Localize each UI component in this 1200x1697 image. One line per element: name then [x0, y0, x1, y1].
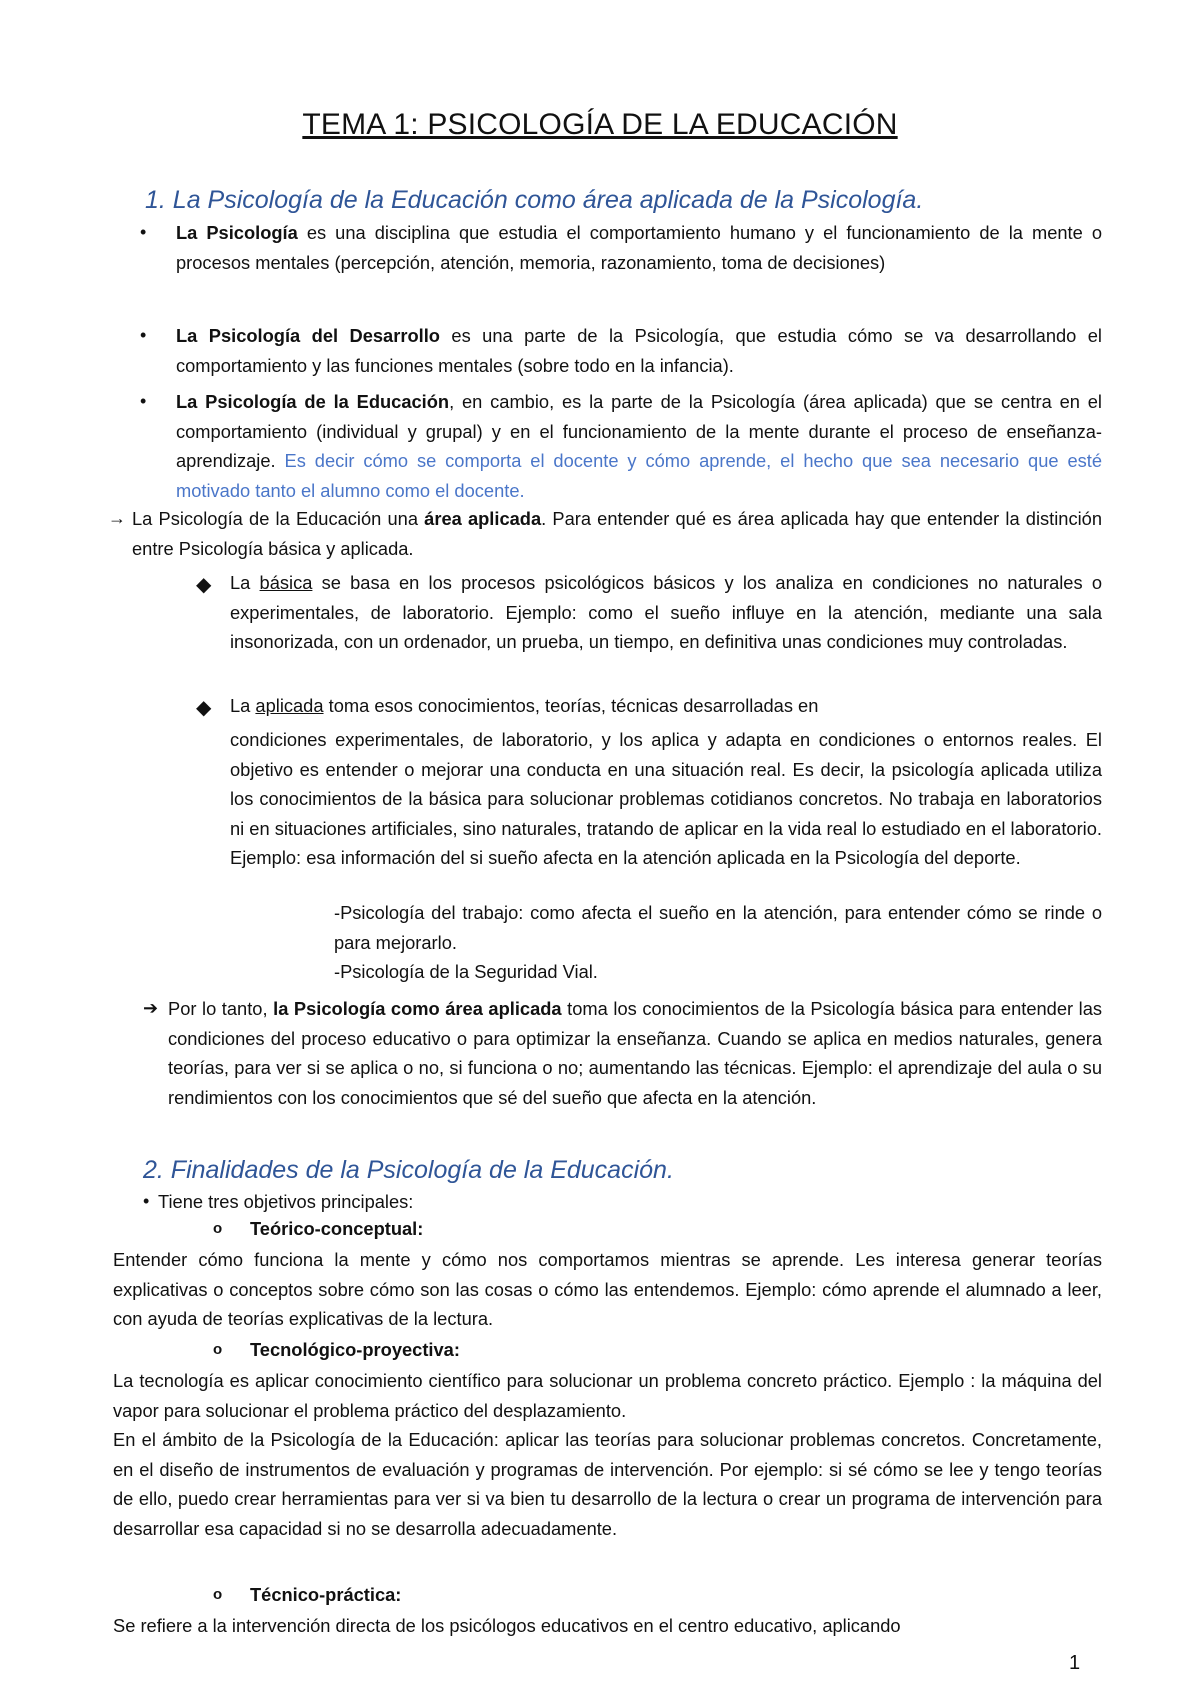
objective-1-text: Entender cómo funciona la mente y cómo nos comportamos mientras se aprende. Les interesa generar teorías explicativas o conceptos sobre cómo son las cosas o cómo las entendemos. Ejemplo: cómo aprende el alumnado a leer, con ayuda de teorías explicativas de la lectura.	[113, 1249, 1102, 1329]
aplicada-paragraph: condiciones experimentales, de laboratorio, y los aplica y adapta en condiciones o entornos reales. El objetivo es entender o mejorar una conducta en una situación real. Es decir, la psicología aplicada utiliza los conocimientos de la básica para solucionar problemas cotidianos concretos. No trabaja en laboratorios ni en situaciones artificiales, sino naturales, tratando de aplicar en la vida real lo estudiado en el laboratorio. Ejemplo: esa información del si sueño afecta en la atención aplicada en la Psicología del deporte.	[230, 729, 1102, 868]
bullet-psicologia: La Psicología es una disciplina que estudia el comportamiento humano y el funcionamiento de la mente o procesos mentales (percepción, atención, memoria, razonamiento, toma de decisiones)	[176, 222, 1102, 273]
diamond-icon: ◆	[196, 574, 212, 596]
objective-2-label: Tecnológico-proyectiva:	[250, 1339, 460, 1360]
arrow-right-icon: ➔	[143, 998, 159, 1018]
arrow-paragraph-area-aplicada: La Psicología de la Educación una área aplicada. Para entender qué es área aplicada hay que entender la distinción entre Psicología básica y aplicada.	[132, 508, 1102, 559]
aplicada-paragraph-line: La aplicada toma esos conocimientos, teorías, técnicas desarrolladas en	[230, 695, 819, 716]
objective-3-text: Se refiere a la intervención directa de los psicólogos educativos en el centro educativo, aplicando	[113, 1615, 901, 1636]
example-psicologia-trabajo: -Psicología del trabajo: como afecta el sueño en la atención, para entender cómo se rinde o para mejorarlo.	[334, 902, 1102, 953]
page-title: TEMA 1: PSICOLOGÍA DE LA EDUCACIÓN	[302, 108, 898, 141]
circle-bullet-icon: o	[213, 1586, 223, 1603]
objective-1-label: Teórico-conceptual:	[250, 1218, 424, 1239]
bullet-icon: •	[140, 222, 147, 242]
diamond-icon: ◆	[196, 697, 212, 719]
objective-2-text-1: La tecnología es aplicar conocimiento científico para solucionar un problema concreto práctico. Ejemplo : la máquina del vapor para solucionar el problema práctico del desplazamiento.	[113, 1370, 1102, 1421]
circle-bullet-icon: o	[213, 1341, 223, 1358]
objectives-intro: Tiene tres objetivos principales:	[158, 1191, 414, 1212]
basica-paragraph: La básica se basa en los procesos psicológicos básicos y los analiza en condiciones no naturales o experimentales, de laboratorio. Ejemplo: como el sueño influye en la atención, mediante una sala insonorizada, con un ordenador, un prueba, un tiempo, en definitiva unas condiciones muy controladas.	[230, 572, 1102, 652]
bullet-icon: •	[143, 1191, 150, 1211]
section-1-heading: 1. La Psicología de la Educación como área aplicada de la Psicología.	[145, 186, 924, 214]
example-seguridad-vial: -Psicología de la Seguridad Vial.	[334, 961, 598, 982]
bullet-psicologia-desarrollo: La Psicología del Desarrollo es una parte de la Psicología, que estudia cómo se va desarrollando el comportamiento y las funciones mentales (sobre todo en la infancia).	[176, 325, 1102, 376]
circle-bullet-icon: o	[213, 1220, 223, 1237]
bullet-psicologia-educacion: La Psicología de la Educación, en cambio, es la parte de la Psicología (área aplicada) que se centra en el comportamiento (individual y grupal) y en el funcionamiento de la mente durante el proceso de enseñanza-aprendizaje. Es decir cómo se comporta el docente y cómo aprende, el hecho que sea necesario que esté motivado tanto el alumno como el docente.	[176, 391, 1103, 501]
bullet-icon: •	[140, 391, 147, 411]
arrow-right-icon: →	[108, 508, 126, 528]
objective-3-label: Técnico-práctica:	[250, 1584, 402, 1605]
page-number: 1	[1069, 1652, 1081, 1674]
arrow-paragraph-por-lo-tanto: Por lo tanto, la Psicología como área aplicada toma los conocimientos de la Psicología básica para entender las condiciones del proceso educativo o para optimizar la enseñanza. Cuando se aplica en medios naturales, genera teorías, para ver si se aplica o no, si funciona o no; aumentando las técnicas. Ejemplo: el aprendizaje del aula o su rendimientos con los conocimientos que sé del sueño que afecta en la atención.	[168, 998, 1103, 1108]
bullet-icon: •	[140, 325, 147, 345]
objective-2-text-2: En el ámbito de la Psicología de la Educación: aplicar las teorías para solucionar problemas concretos. Concretamente, en el diseño de instrumentos de evaluación y programas de intervención. Por ejemplo: si sé cómo se lee y tengo teorías de ello, puedo crear herramientas para ver si va bien tu desarrollo de la lectura o crear un programa de intervención para desarrollar esa capacidad si no se desarrolla adecuadamente.	[113, 1429, 1102, 1539]
section-2-heading: 2. Finalidades de la Psicología de la Educación.	[143, 1156, 674, 1184]
